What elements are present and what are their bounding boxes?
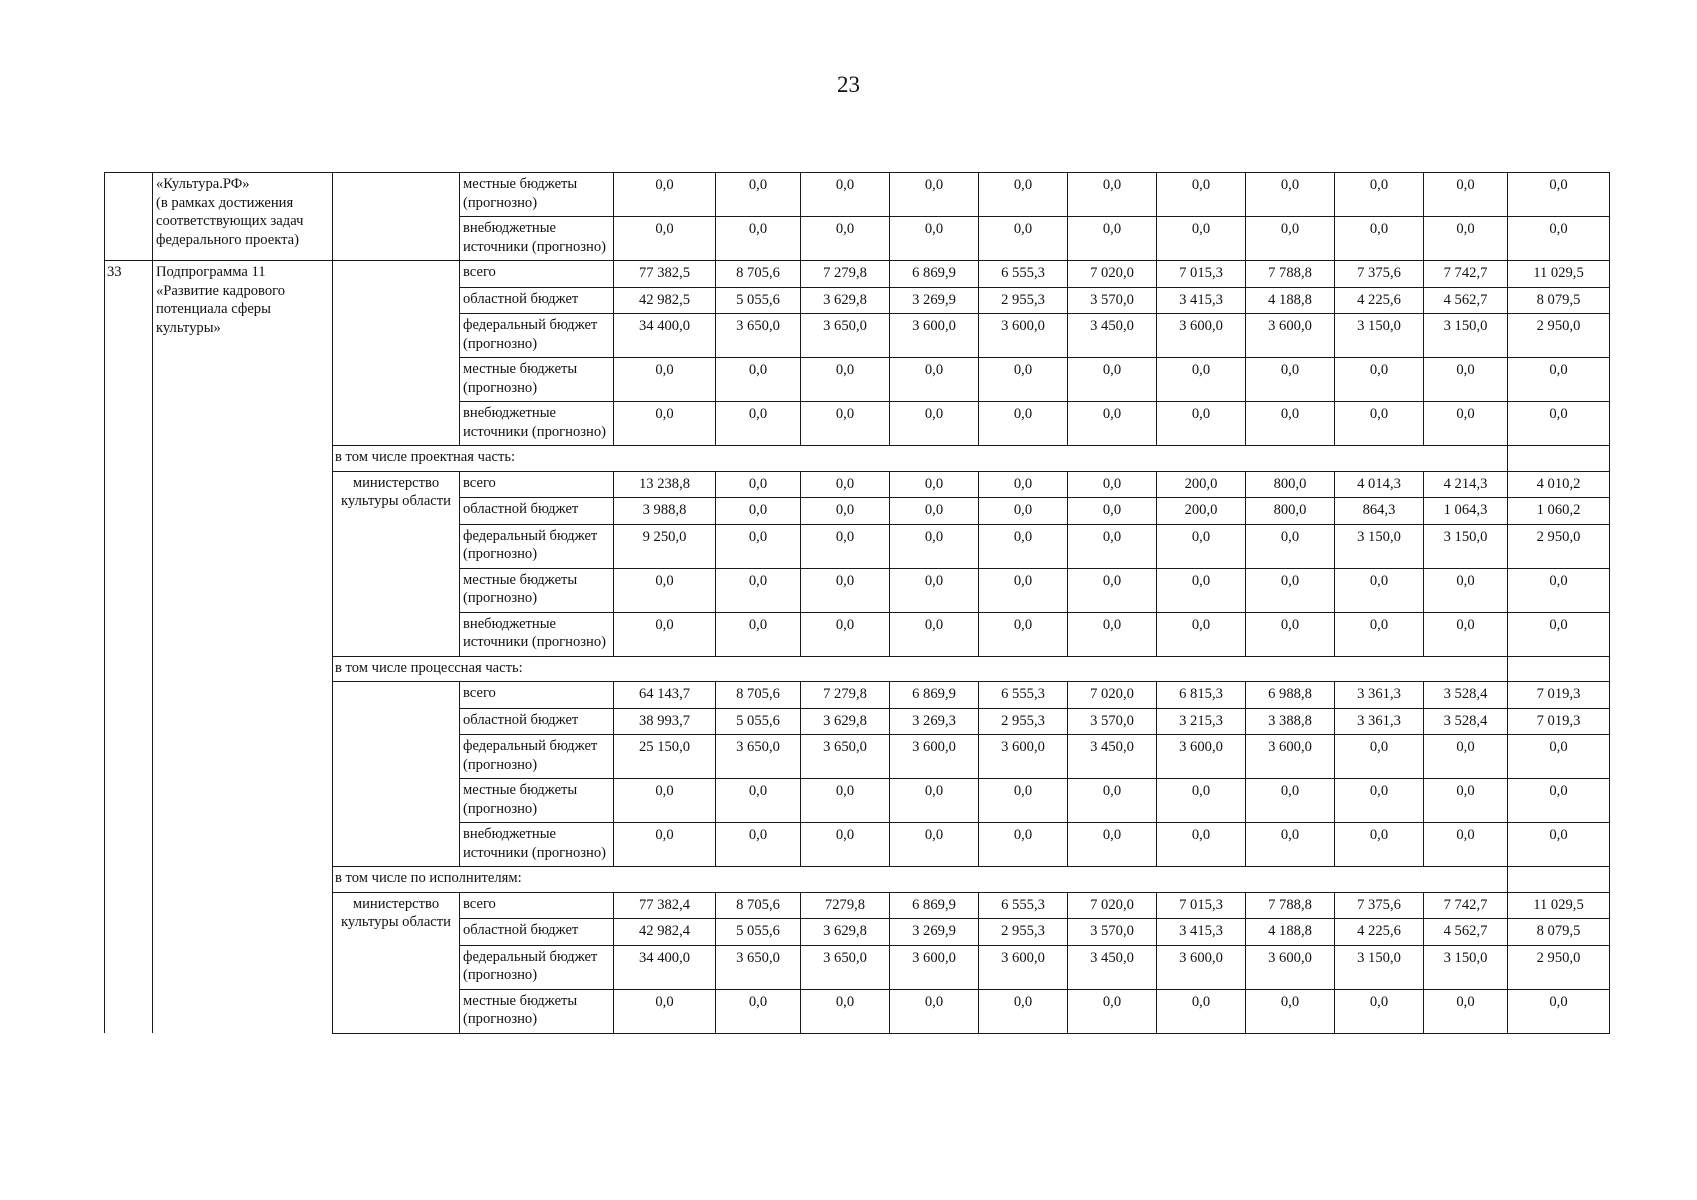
funding-source: всего <box>460 261 614 288</box>
executor-cell: министерство культуры области <box>333 892 460 1033</box>
value-cell: 0,0 <box>979 498 1068 525</box>
value-cell: 3 600,0 <box>979 945 1068 989</box>
value-cell: 7 015,3 <box>1157 261 1246 288</box>
value-cell: 6 869,9 <box>890 682 979 709</box>
value-cell: 3 650,0 <box>801 735 890 779</box>
value-cell: 0,0 <box>1335 173 1424 217</box>
section-label-blank <box>1508 446 1610 472</box>
value-cell: 0,0 <box>979 358 1068 402</box>
value-cell: 2 955,3 <box>979 919 1068 946</box>
value-cell: 3 415,3 <box>1157 919 1246 946</box>
value-cell: 3 629,8 <box>801 708 890 735</box>
value-cell: 0,0 <box>1068 779 1157 823</box>
value-cell: 0,0 <box>1157 989 1246 1033</box>
value-cell: 2 950,0 <box>1508 945 1610 989</box>
value-cell: 3 600,0 <box>1157 945 1246 989</box>
funding-source: областной бюджет <box>460 708 614 735</box>
value-cell: 4 214,3 <box>1424 471 1508 498</box>
value-cell: 3 450,0 <box>1068 314 1157 358</box>
value-cell: 0,0 <box>890 612 979 656</box>
value-cell: 3 215,3 <box>1157 708 1246 735</box>
value-cell: 0,0 <box>1335 402 1424 446</box>
funding-source: федеральный бюджет (прогнозно) <box>460 524 614 568</box>
value-cell: 200,0 <box>1157 498 1246 525</box>
value-cell: 800,0 <box>1246 471 1335 498</box>
value-cell: 7 742,7 <box>1424 892 1508 919</box>
value-cell: 6 815,3 <box>1157 682 1246 709</box>
value-cell: 0,0 <box>716 989 801 1033</box>
value-cell: 0,0 <box>890 524 979 568</box>
value-cell: 800,0 <box>1246 498 1335 525</box>
value-cell: 0,0 <box>979 823 1068 867</box>
value-cell: 7 788,8 <box>1246 892 1335 919</box>
funding-source: всего <box>460 892 614 919</box>
value-cell: 7 279,8 <box>801 682 890 709</box>
value-cell: 0,0 <box>1157 568 1246 612</box>
value-cell: 4 014,3 <box>1335 471 1424 498</box>
value-cell: 3 570,0 <box>1068 919 1157 946</box>
funding-source: областной бюджет <box>460 919 614 946</box>
funding-source: всего <box>460 682 614 709</box>
value-cell: 0,0 <box>801 568 890 612</box>
value-cell: 3 600,0 <box>890 314 979 358</box>
value-cell: 0,0 <box>716 358 801 402</box>
value-cell: 3 600,0 <box>1246 735 1335 779</box>
value-cell: 0,0 <box>979 217 1068 261</box>
row-index: 33 <box>105 261 153 1034</box>
value-cell: 2 955,3 <box>979 287 1068 314</box>
funding-source: местные бюджеты (прогнозно) <box>460 358 614 402</box>
value-cell: 0,0 <box>890 568 979 612</box>
value-cell: 3 600,0 <box>979 314 1068 358</box>
value-cell: 3 600,0 <box>890 945 979 989</box>
executor-cell <box>333 173 460 261</box>
funding-source: областной бюджет <box>460 498 614 525</box>
value-cell: 0,0 <box>614 779 716 823</box>
value-cell: 8 079,5 <box>1508 919 1610 946</box>
value-cell: 0,0 <box>1424 173 1508 217</box>
value-cell: 0,0 <box>716 612 801 656</box>
value-cell: 8 079,5 <box>1508 287 1610 314</box>
funding-source: областной бюджет <box>460 287 614 314</box>
section-label-blank <box>1508 867 1610 893</box>
value-cell: 3 650,0 <box>801 314 890 358</box>
value-cell: 0,0 <box>979 568 1068 612</box>
value-cell: 3 650,0 <box>716 314 801 358</box>
value-cell: 1 064,3 <box>1424 498 1508 525</box>
value-cell: 0,0 <box>801 471 890 498</box>
value-cell: 77 382,5 <box>614 261 716 288</box>
value-cell: 4 010,2 <box>1508 471 1610 498</box>
value-cell: 5 055,6 <box>716 919 801 946</box>
value-cell: 0,0 <box>1424 779 1508 823</box>
value-cell: 0,0 <box>1246 217 1335 261</box>
value-cell: 7 020,0 <box>1068 261 1157 288</box>
value-cell: 9 250,0 <box>614 524 716 568</box>
value-cell: 0,0 <box>1157 779 1246 823</box>
program-name: Подпрограмма 11 «Развитие кадрового потенциала сферы культуры» <box>153 261 333 1034</box>
value-cell: 0,0 <box>801 823 890 867</box>
value-cell: 7 742,7 <box>1424 261 1508 288</box>
row-index <box>105 173 153 261</box>
value-cell: 3 150,0 <box>1335 314 1424 358</box>
value-cell: 0,0 <box>1424 402 1508 446</box>
value-cell: 0,0 <box>1424 612 1508 656</box>
value-cell: 64 143,7 <box>614 682 716 709</box>
value-cell: 0,0 <box>1068 612 1157 656</box>
value-cell: 0,0 <box>1068 471 1157 498</box>
value-cell: 2 955,3 <box>979 708 1068 735</box>
value-cell: 0,0 <box>801 779 890 823</box>
value-cell: 7 019,3 <box>1508 708 1610 735</box>
value-cell: 3 988,8 <box>614 498 716 525</box>
value-cell: 0,0 <box>716 402 801 446</box>
value-cell: 0,0 <box>1508 735 1610 779</box>
value-cell: 0,0 <box>979 173 1068 217</box>
value-cell: 7 279,8 <box>801 261 890 288</box>
value-cell: 0,0 <box>801 498 890 525</box>
funding-source: федеральный бюджет (прогнозно) <box>460 735 614 779</box>
value-cell: 3 600,0 <box>1246 945 1335 989</box>
value-cell: 0,0 <box>716 524 801 568</box>
value-cell: 0,0 <box>614 402 716 446</box>
value-cell: 3 150,0 <box>1424 945 1508 989</box>
value-cell: 0,0 <box>1157 823 1246 867</box>
section-label: в том числе по исполнителям: <box>333 867 1508 893</box>
value-cell: 0,0 <box>1246 823 1335 867</box>
value-cell: 0,0 <box>1157 524 1246 568</box>
value-cell: 0,0 <box>1068 402 1157 446</box>
value-cell: 864,3 <box>1335 498 1424 525</box>
value-cell: 0,0 <box>979 524 1068 568</box>
funding-source: внебюджетные источники (прогнозно) <box>460 402 614 446</box>
value-cell: 3 150,0 <box>1335 524 1424 568</box>
value-cell: 4 225,6 <box>1335 919 1424 946</box>
value-cell: 3 361,3 <box>1335 708 1424 735</box>
value-cell: 0,0 <box>1424 568 1508 612</box>
value-cell: 38 993,7 <box>614 708 716 735</box>
funding-source: всего <box>460 471 614 498</box>
value-cell: 0,0 <box>1508 402 1610 446</box>
program-name: «Культура.РФ» (в рамках достижения соответствующих задач федерального проекта) <box>153 173 333 261</box>
value-cell: 0,0 <box>979 471 1068 498</box>
funding-source: местные бюджеты (прогнозно) <box>460 989 614 1033</box>
value-cell: 0,0 <box>1246 989 1335 1033</box>
value-cell: 7 375,6 <box>1335 892 1424 919</box>
value-cell: 3 629,8 <box>801 287 890 314</box>
section-label: в том числе проектная часть: <box>333 446 1508 472</box>
value-cell: 0,0 <box>801 217 890 261</box>
value-cell: 0,0 <box>1157 217 1246 261</box>
value-cell: 0,0 <box>1508 779 1610 823</box>
executor-cell <box>333 682 460 867</box>
value-cell: 0,0 <box>614 217 716 261</box>
value-cell: 0,0 <box>716 498 801 525</box>
value-cell: 3 388,8 <box>1246 708 1335 735</box>
value-cell: 0,0 <box>716 779 801 823</box>
page-number: 23 <box>837 72 860 97</box>
value-cell: 3 600,0 <box>979 735 1068 779</box>
value-cell: 0,0 <box>1335 823 1424 867</box>
table-row <box>105 261 1610 288</box>
value-cell: 0,0 <box>890 779 979 823</box>
value-cell: 3 600,0 <box>890 735 979 779</box>
value-cell: 0,0 <box>890 823 979 867</box>
value-cell: 42 982,4 <box>614 919 716 946</box>
funding-source: местные бюджеты (прогнозно) <box>460 173 614 217</box>
value-cell: 25 150,0 <box>614 735 716 779</box>
value-cell: 6 869,9 <box>890 892 979 919</box>
value-cell: 34 400,0 <box>614 314 716 358</box>
value-cell: 0,0 <box>1424 823 1508 867</box>
value-cell: 3 650,0 <box>801 945 890 989</box>
value-cell: 0,0 <box>1335 735 1424 779</box>
value-cell: 6 555,3 <box>979 682 1068 709</box>
value-cell: 2 950,0 <box>1508 524 1610 568</box>
value-cell: 0,0 <box>716 568 801 612</box>
value-cell: 0,0 <box>979 989 1068 1033</box>
value-cell: 0,0 <box>716 173 801 217</box>
value-cell: 200,0 <box>1157 471 1246 498</box>
value-cell: 0,0 <box>1246 568 1335 612</box>
value-cell: 3 269,9 <box>890 287 979 314</box>
section-label: в том числе процессная часть: <box>333 656 1508 682</box>
funding-source: внебюджетные источники (прогнозно) <box>460 823 614 867</box>
value-cell: 0,0 <box>1157 358 1246 402</box>
table-body <box>105 173 1610 1034</box>
executor-cell <box>333 261 460 446</box>
value-cell: 42 982,5 <box>614 287 716 314</box>
value-cell: 0,0 <box>890 402 979 446</box>
value-cell: 3 528,4 <box>1424 682 1508 709</box>
value-cell: 0,0 <box>614 173 716 217</box>
value-cell: 8 705,6 <box>716 682 801 709</box>
value-cell: 5 055,6 <box>716 287 801 314</box>
value-cell: 0,0 <box>1068 498 1157 525</box>
value-cell: 0,0 <box>1246 173 1335 217</box>
value-cell: 3 600,0 <box>1157 314 1246 358</box>
funding-source: федеральный бюджет (прогнозно) <box>460 314 614 358</box>
value-cell: 0,0 <box>890 217 979 261</box>
value-cell: 0,0 <box>1068 823 1157 867</box>
value-cell: 0,0 <box>716 823 801 867</box>
value-cell: 7 020,0 <box>1068 682 1157 709</box>
value-cell: 0,0 <box>1508 358 1610 402</box>
executor-cell: министерство культуры области <box>333 471 460 656</box>
value-cell: 3 150,0 <box>1424 524 1508 568</box>
value-cell: 4 225,6 <box>1335 287 1424 314</box>
value-cell: 0,0 <box>1508 217 1610 261</box>
value-cell: 0,0 <box>716 217 801 261</box>
value-cell: 6 555,3 <box>979 261 1068 288</box>
value-cell: 0,0 <box>1335 568 1424 612</box>
value-cell: 6 555,3 <box>979 892 1068 919</box>
value-cell: 3 269,9 <box>890 919 979 946</box>
value-cell: 0,0 <box>1068 524 1157 568</box>
value-cell: 0,0 <box>1068 568 1157 612</box>
value-cell: 0,0 <box>1335 217 1424 261</box>
value-cell: 0,0 <box>1246 524 1335 568</box>
value-cell: 0,0 <box>1508 612 1610 656</box>
value-cell: 3 361,3 <box>1335 682 1424 709</box>
value-cell: 0,0 <box>801 173 890 217</box>
value-cell: 0,0 <box>1068 989 1157 1033</box>
value-cell: 8 705,6 <box>716 261 801 288</box>
value-cell: 4 188,8 <box>1246 919 1335 946</box>
value-cell: 0,0 <box>1424 358 1508 402</box>
value-cell: 77 382,4 <box>614 892 716 919</box>
value-cell: 0,0 <box>1335 358 1424 402</box>
value-cell: 3 415,3 <box>1157 287 1246 314</box>
value-cell: 0,0 <box>716 471 801 498</box>
value-cell: 0,0 <box>614 358 716 402</box>
value-cell: 0,0 <box>890 173 979 217</box>
value-cell: 0,0 <box>1335 779 1424 823</box>
value-cell: 3 450,0 <box>1068 735 1157 779</box>
value-cell: 4 188,8 <box>1246 287 1335 314</box>
value-cell: 8 705,6 <box>716 892 801 919</box>
value-cell: 0,0 <box>1424 735 1508 779</box>
value-cell: 0,0 <box>1246 402 1335 446</box>
value-cell: 0,0 <box>1157 612 1246 656</box>
value-cell: 0,0 <box>1424 989 1508 1033</box>
value-cell: 0,0 <box>801 612 890 656</box>
value-cell: 3 650,0 <box>716 735 801 779</box>
value-cell: 7 019,3 <box>1508 682 1610 709</box>
value-cell: 7279,8 <box>801 892 890 919</box>
value-cell: 34 400,0 <box>614 945 716 989</box>
funding-source: федеральный бюджет (прогнозно) <box>460 945 614 989</box>
funding-source: внебюджетные источники (прогнозно) <box>460 217 614 261</box>
value-cell: 0,0 <box>979 402 1068 446</box>
value-cell: 0,0 <box>614 568 716 612</box>
value-cell: 0,0 <box>1335 989 1424 1033</box>
value-cell: 7 020,0 <box>1068 892 1157 919</box>
value-cell: 3 150,0 <box>1424 314 1508 358</box>
value-cell: 7 788,8 <box>1246 261 1335 288</box>
value-cell: 0,0 <box>1246 358 1335 402</box>
value-cell: 0,0 <box>1068 173 1157 217</box>
value-cell: 2 950,0 <box>1508 314 1610 358</box>
value-cell: 7 375,6 <box>1335 261 1424 288</box>
value-cell: 3 528,4 <box>1424 708 1508 735</box>
value-cell: 0,0 <box>1246 612 1335 656</box>
value-cell: 0,0 <box>1246 779 1335 823</box>
value-cell: 6 988,8 <box>1246 682 1335 709</box>
value-cell: 6 869,9 <box>890 261 979 288</box>
value-cell: 11 029,5 <box>1508 892 1610 919</box>
value-cell: 0,0 <box>1508 568 1610 612</box>
value-cell: 4 562,7 <box>1424 287 1508 314</box>
value-cell: 0,0 <box>890 989 979 1033</box>
value-cell: 0,0 <box>1068 358 1157 402</box>
value-cell: 3 629,8 <box>801 919 890 946</box>
value-cell: 3 570,0 <box>1068 708 1157 735</box>
value-cell: 0,0 <box>801 989 890 1033</box>
value-cell: 7 015,3 <box>1157 892 1246 919</box>
value-cell: 0,0 <box>1508 989 1610 1033</box>
value-cell: 3 570,0 <box>1068 287 1157 314</box>
value-cell: 3 269,3 <box>890 708 979 735</box>
value-cell: 3 600,0 <box>1246 314 1335 358</box>
value-cell: 11 029,5 <box>1508 261 1610 288</box>
budget-table <box>104 172 1610 1034</box>
value-cell: 13 238,8 <box>614 471 716 498</box>
value-cell: 0,0 <box>1157 173 1246 217</box>
value-cell: 0,0 <box>890 498 979 525</box>
value-cell: 0,0 <box>890 358 979 402</box>
funding-source: местные бюджеты (прогнозно) <box>460 779 614 823</box>
value-cell: 0,0 <box>614 612 716 656</box>
value-cell: 0,0 <box>801 402 890 446</box>
funding-source: внебюджетные источники (прогнозно) <box>460 612 614 656</box>
value-cell: 5 055,6 <box>716 708 801 735</box>
value-cell: 3 650,0 <box>716 945 801 989</box>
value-cell: 3 600,0 <box>1157 735 1246 779</box>
value-cell: 0,0 <box>1157 402 1246 446</box>
section-label-blank <box>1508 656 1610 682</box>
value-cell: 0,0 <box>801 524 890 568</box>
value-cell: 3 150,0 <box>1335 945 1424 989</box>
value-cell: 0,0 <box>890 471 979 498</box>
value-cell: 0,0 <box>979 779 1068 823</box>
table-row <box>105 173 1610 217</box>
value-cell: 0,0 <box>1068 217 1157 261</box>
value-cell: 0,0 <box>979 612 1068 656</box>
value-cell: 0,0 <box>1508 173 1610 217</box>
value-cell: 0,0 <box>1335 612 1424 656</box>
funding-source: местные бюджеты (прогнозно) <box>460 568 614 612</box>
value-cell: 0,0 <box>1508 823 1610 867</box>
value-cell: 3 450,0 <box>1068 945 1157 989</box>
value-cell: 0,0 <box>614 989 716 1033</box>
value-cell: 0,0 <box>801 358 890 402</box>
value-cell: 1 060,2 <box>1508 498 1610 525</box>
value-cell: 4 562,7 <box>1424 919 1508 946</box>
value-cell: 0,0 <box>614 823 716 867</box>
value-cell: 0,0 <box>1424 217 1508 261</box>
